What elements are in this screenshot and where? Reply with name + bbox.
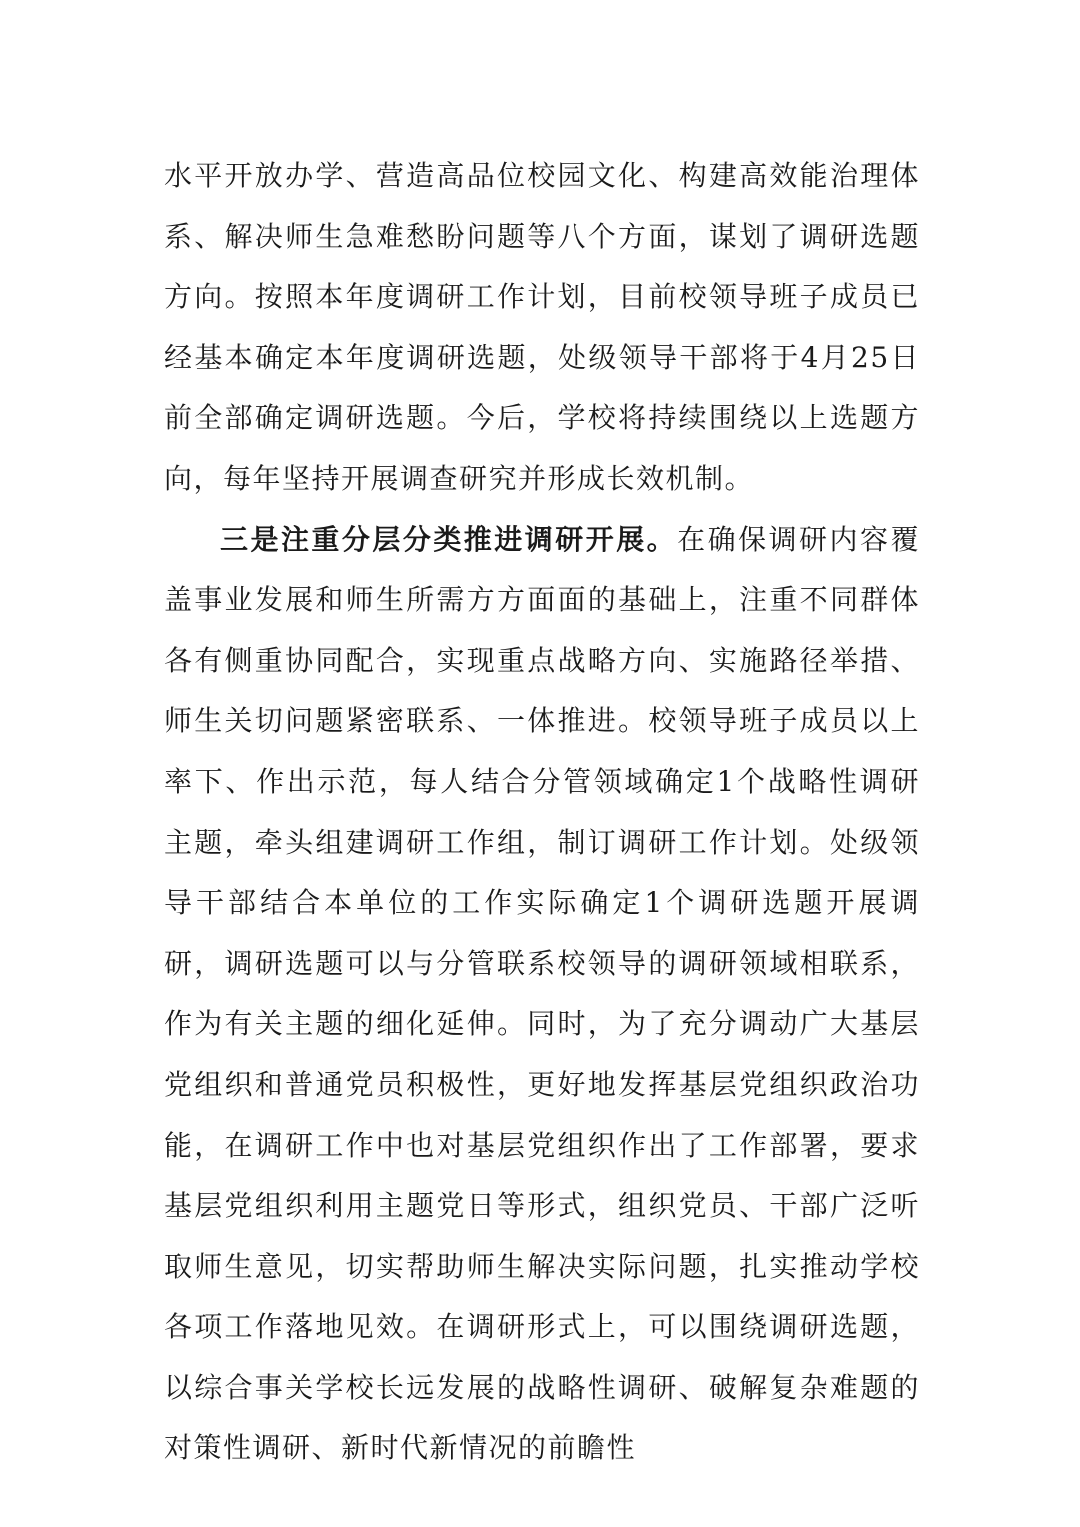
paragraph-lead-heading: 三是注重分层分类推进调研开展。 — [220, 522, 678, 556]
paragraph-text: 在确保调研内容覆盖事业发展和师生所需方方面面的基础上，注重不同群体各有侧重协同配合，实现重点战略方向、实施路径举措、师生关切问题紧密联系、一体推进。校领导班子成员以上率下、作出示范，每人结合分管领域确定1个战略性调研主题，牵头组建调研工作组，制订调研工作计划。处级领导干部结合本单位的工作实际确定1个调研选题开展调研，调研选题可以与分管联系校领导的调研领域相联系，作为有关主题的细化延伸。同时，为了充分调动广大基层党组织和普通党员积极性，更好地发挥基层党组织政治功能，在调研工作中也对基层党组织作出了工作部署，要求基层党组织利用主题党日等形式，组织党员、干部广泛听取师生意见，切实帮助师生解决实际问题，扎实推动学校各项工作落地见效。在调研形式上，可以围绕调研选题，以综合事关学校长远发展的战略性调研、破解复杂难题的对策性调研、新时代新情况的前瞻性 — [164, 522, 920, 1465]
paragraph-text: 水平开放办学、营造高品位校园文化、构建高效能治理体系、解决师生急难愁盼问题等八个方面，谋划了调研选题方向。按照本年度调研工作计划，目前校领导班子成员已经基本确定本年度调研选题，处级领导干部将于4月25日前全部确定调研选题。今后，学校将持续围绕以上选题方向，每年坚持开展调查研究并形成长效机制。 — [164, 159, 920, 495]
paragraph-three — [164, 510, 920, 1480]
paragraph-continuation — [164, 146, 920, 510]
document-body — [164, 146, 920, 1479]
